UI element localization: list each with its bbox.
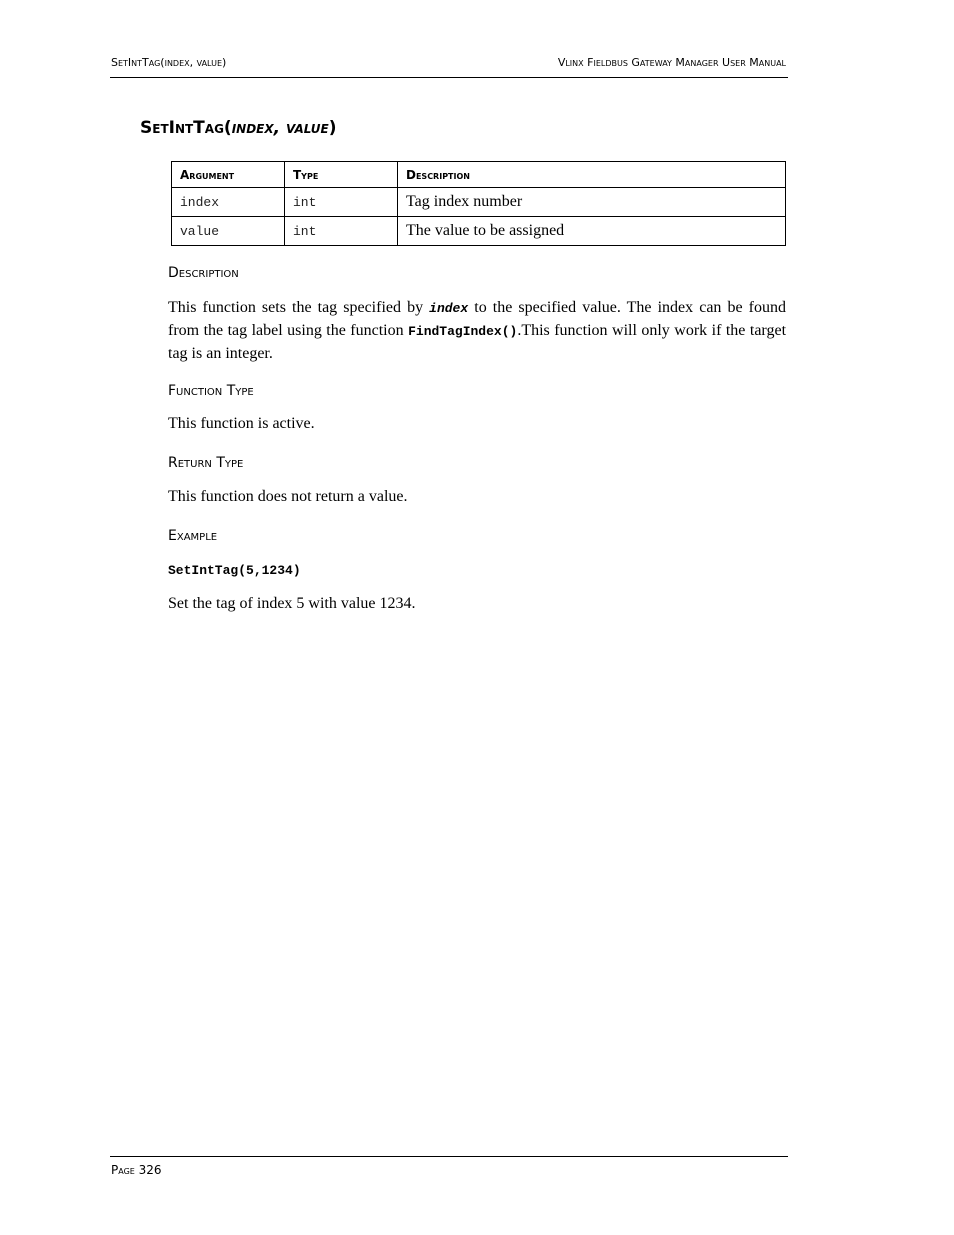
page-number: Page 326 [111, 1163, 162, 1177]
example-heading: Example [168, 528, 218, 544]
page-title [140, 118, 336, 138]
table-row [172, 188, 786, 217]
inline-code-findtagindex: FindTagIndex() [408, 324, 518, 339]
description-text-part: .This function will only work if the target tag is an integer. [168, 322, 787, 362]
return-type-text: This function does not return a value. [168, 488, 408, 505]
function-type-text: This function is active. [168, 415, 315, 432]
header-description: Description [398, 162, 786, 188]
title-close: ) [328, 118, 337, 138]
header-type: Type [285, 162, 398, 188]
return-type-heading: Return Type [168, 455, 244, 471]
cell-description: Tag index number [398, 188, 786, 217]
inline-code-index: index [429, 301, 469, 316]
header-argument: Argument [172, 162, 285, 188]
arguments-table [171, 161, 786, 246]
description-text [168, 297, 786, 365]
description-heading: Description [168, 265, 239, 281]
description-text-part: This function sets the tag specified by [168, 299, 430, 316]
example-code: SetIntTag(5,1234) [168, 563, 301, 578]
table-row [172, 217, 786, 246]
running-header-left: SetIntTag(index, value) [111, 56, 227, 69]
table-header-row [172, 162, 786, 188]
cell-type: int [285, 188, 398, 217]
cell-argument: value [172, 217, 285, 246]
description-text-part: to the specified value. The index can be found from the tag label using the function [168, 299, 787, 339]
title-params: index, value [231, 118, 329, 138]
cell-description: The value to be assigned [398, 217, 786, 246]
footer-rule [110, 1156, 788, 1157]
example-text: Set the tag of index 5 with value 1234. [168, 595, 416, 612]
cell-argument: index [172, 188, 285, 217]
title-function-name: SetIntTag( [140, 118, 232, 138]
cell-type: int [285, 217, 398, 246]
function-type-heading: Function Type [168, 383, 254, 399]
running-header-right: Vlinx Fieldbus Gateway Manager User Manual [557, 56, 786, 69]
header-rule [110, 77, 788, 78]
